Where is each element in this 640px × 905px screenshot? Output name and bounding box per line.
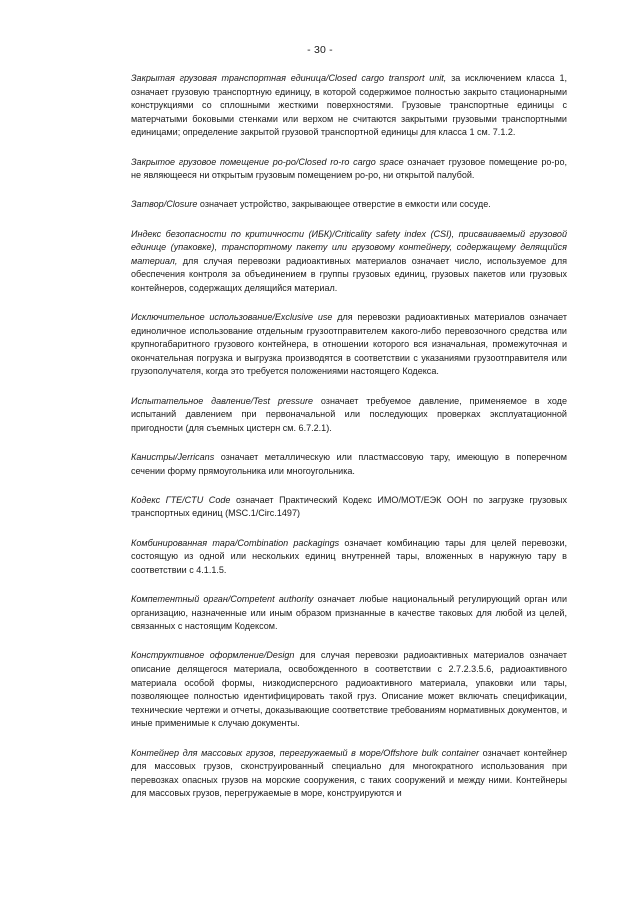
definition-exclusive-use bbox=[131, 311, 567, 379]
definition-text: означает устройство, закрывающее отверстие в емкости или сосуде. bbox=[197, 199, 491, 210]
definition-term: Исключительное использование/Exclusive use bbox=[131, 312, 333, 323]
definition-term: Конструктивное оформление/Design bbox=[131, 650, 295, 661]
definition-text: означает грузовое помещение ро-ро, не являющееся ни открытым грузовым помещением ро-ро, ни открытой палубой. bbox=[131, 156, 567, 181]
definition-design bbox=[131, 649, 567, 731]
definition-term: Затвор/Closure bbox=[131, 199, 198, 210]
definition-term: Кодекс ГТЕ/CTU Code bbox=[131, 494, 231, 505]
definition-text: означает любые национальный регулирующий орган или организацию, назначенные или иным образом признанные в качестве таковых для любой из целей, связанных с настоящим Кодексом. bbox=[131, 593, 567, 632]
definition-combination-packagings bbox=[131, 537, 567, 578]
definition-text: для случая перевозки радиоактивных материалов означает число, используемое для обеспечения контроля за объединением в группы грузовых единиц, грузовых пакетов или грузовых контейнеров, содержащих делящийся материал. bbox=[131, 255, 567, 293]
definition-jerricans bbox=[131, 451, 567, 478]
definition-criticality-safety-index bbox=[131, 228, 567, 296]
definition-text: за исключением класса 1, означает грузовую транспортную единицу, в которой содержимое полностью закрыто стационарными конструкциями со сплошными жесткими поверхностями. Грузовые транспортные единицы с матерчатыми боковыми стенками или верхом не считаются закрытыми грузовыми транспортными единицами; определение закрытой грузовой транспортной единицы для класса 1 см. 7.1.2. bbox=[131, 73, 568, 138]
definition-text: означает комбинацию тары для целей перевозки, состоящую из одной или нескольких единиц внутренней тары, вложенных в наружную тару в соответствии с 4.1.1.5. bbox=[131, 537, 568, 575]
definition-text: означает требуемое давление, применяемое в ходе испытаний давлением при первоначальной или последующих проверках эксплуатационной пригодности (для съемных цистерн см. 6.7.2.1). bbox=[131, 395, 567, 433]
definition-term: Комбинированная тара/Combination packagings bbox=[131, 537, 340, 548]
definition-test-pressure bbox=[131, 395, 567, 436]
definition-closed-cargo-transport-unit bbox=[131, 72, 567, 140]
definition-term: Испытательное давление/Test pressure bbox=[131, 395, 314, 406]
definition-offshore-bulk-container bbox=[131, 747, 567, 801]
definition-term: Закрытая грузовая транспортная единица/Closed cargo transport unit, bbox=[131, 73, 447, 83]
page-number: - 30 - bbox=[307, 44, 333, 56]
definitions-list bbox=[131, 72, 567, 816]
definition-term: Индекс безопасности по критичности (ИБК)/Criticality safety index (CSI), присваиваемый грузовой единице (упаковке), транспортному пакету или грузовому контейнеру, содержащему делящийся материал, bbox=[131, 228, 567, 266]
definition-text: означает контейнер для массовых грузов, сконструированный специально для многократного использования при перевозках опасных грузов на морские сооружения, с таких сооружений и между ними. Контейнеры для массовых грузов, перегружаемые в море, конструируются и bbox=[131, 747, 567, 799]
definition-term: Канистры/Jerricans bbox=[131, 452, 215, 463]
definition-closure bbox=[131, 198, 567, 212]
definition-term: Закрытое грузовое помещение ро-ро/Closed ro-ro cargo space bbox=[131, 156, 404, 167]
definition-text: означает металлическую или пластмассовую тару, имеющую в поперечном сечении форму прямоугольника или многоугольника. bbox=[131, 452, 567, 476]
definition-term: Компетентный орган/Competent authority bbox=[131, 593, 314, 604]
definition-text: означает Практический Кодекс ИМО/МОТ/ЕЭК ООН по загрузке грузовых транспортных единиц (MSC.1/Circ.1497) bbox=[131, 494, 567, 519]
definition-text: для случая перевозки радиоактивных материалов означает описание делящегося материала, освобожденного в соответствии с 2.7.2.3.5.6, радиоактивного материала особой формы, низкодисперсного радиоактивного материала, упаковки или тары, позволяющее полностью идентифицировать такой груз. Описание может включать спецификации, технические чертежи и отчеты, доказывающие соответствие требованиям нормативных документов, и иные применимые к случаю документы. bbox=[131, 650, 567, 729]
definition-term: Контейнер для массовых грузов, перегружаемый в море/Offshore bulk container bbox=[131, 747, 479, 758]
definition-ctu-code bbox=[131, 494, 567, 521]
definition-competent-authority bbox=[131, 593, 567, 634]
definition-text: для перевозки радиоактивных материалов означает единоличное использование отдельным грузоотправителем какого-либо перевозочного средства или крупногабаритного грузового контейнера, в отношении которого вся изначальная, промежуточная и окончательная погрузка и выгрузка производятся в соответствии с указаниями грузоотправителя или грузополучателя, когда это требуется положениями настоящего Кодекса. bbox=[131, 312, 567, 377]
definition-closed-ro-ro-cargo-space bbox=[131, 156, 567, 183]
